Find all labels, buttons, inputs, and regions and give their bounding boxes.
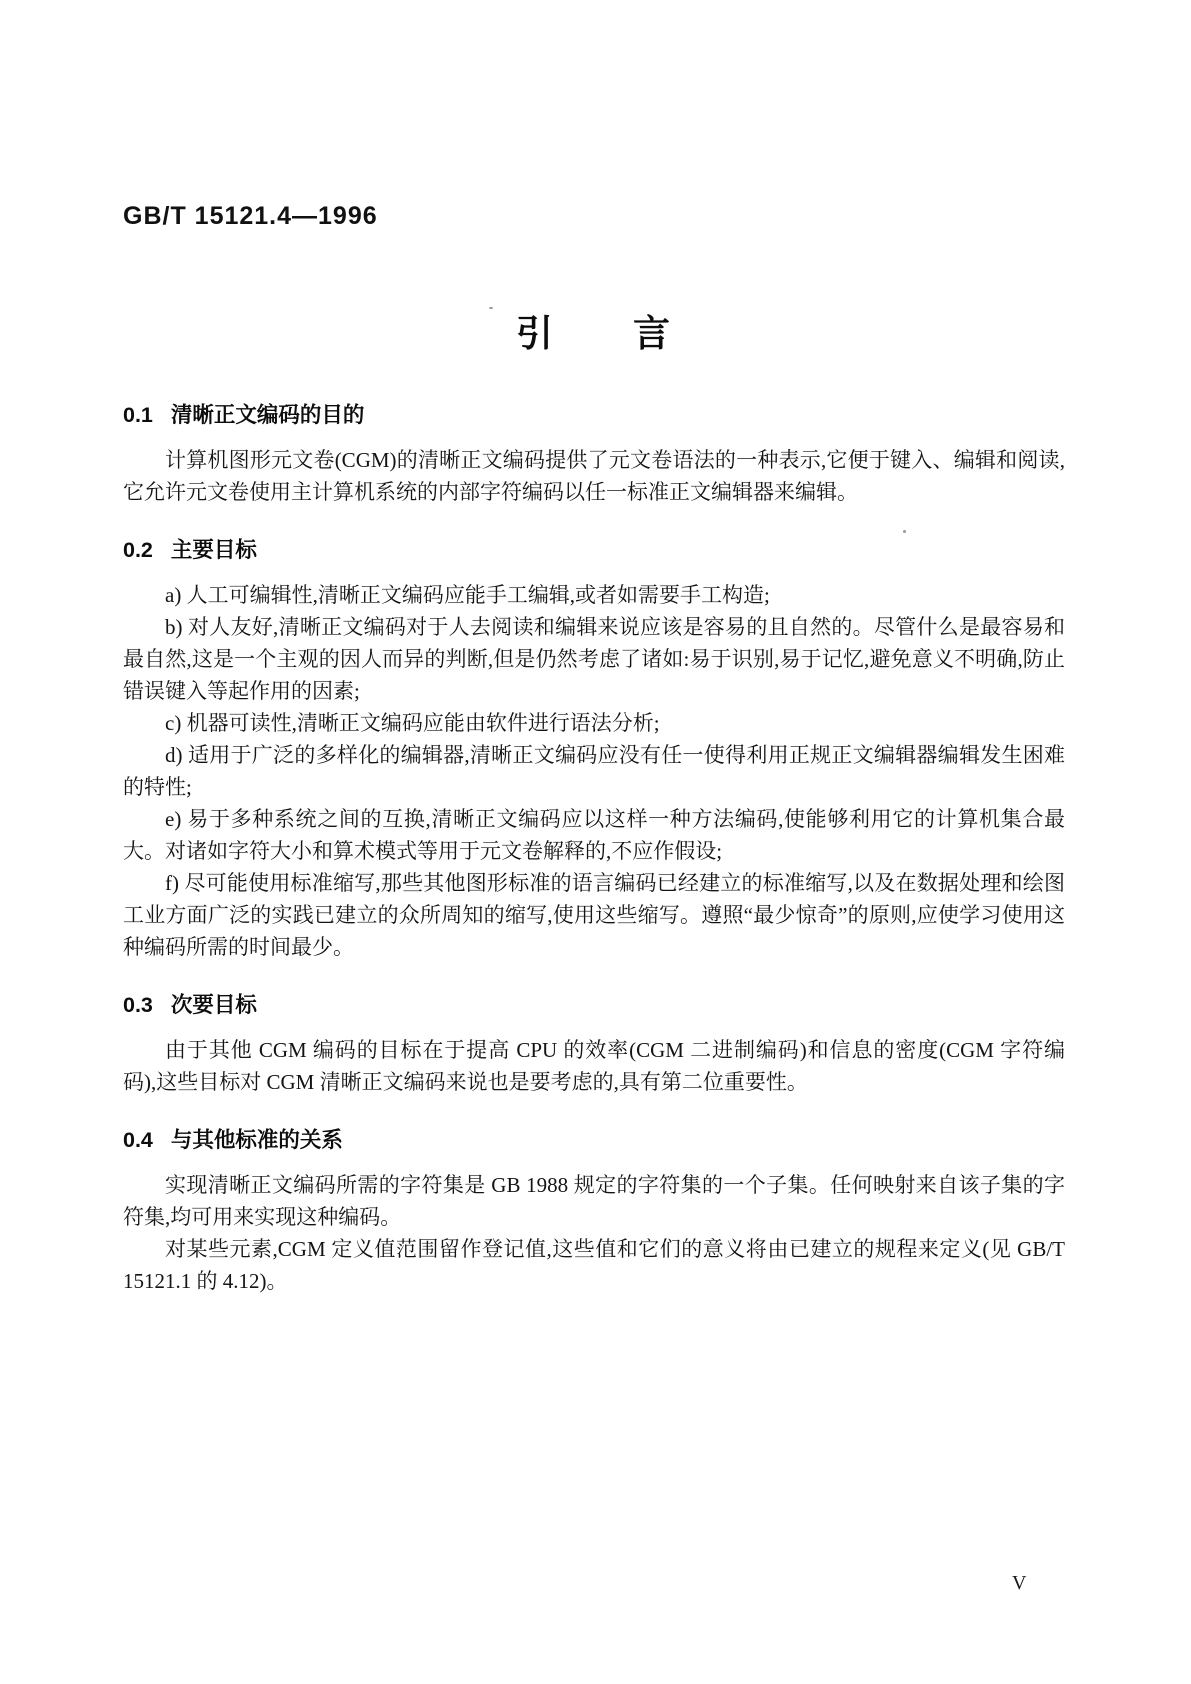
section-heading-text: 次要目标 — [170, 993, 257, 1017]
section-number: 0.4 — [123, 1128, 153, 1152]
section-0-1-heading — [123, 399, 1065, 431]
list-item-a: a) 人工可编辑性,清晰正文编码应能手工编辑,或者如需要手工构造; — [165, 583, 770, 607]
page-content — [123, 0, 1065, 1297]
section-0-1 — [123, 399, 1065, 508]
section-heading-text: 与其他标准的关系 — [170, 1128, 343, 1152]
paragraph: 计算机图形元文卷(CGM)的清晰正文编码提供了元文卷语法的一种表示,它便于键入、编辑和阅读,它允许元文卷使用主计算机系统的内部字符编码以任一标准正文编辑器来编辑。 — [123, 448, 1065, 504]
page-title: 引 言 — [516, 313, 672, 354]
section-heading-text: 主要目标 — [170, 538, 257, 562]
paragraph: 对某些元素,CGM 定义值范围留作登记值,这些值和它们的意义将由已建立的规程来定义(见 GB/T 15121.1 的 4.12)。 — [123, 1237, 1065, 1293]
list-item-c: c) 机器可读性,清晰正文编码应能由软件进行语法分析; — [165, 711, 660, 735]
section-0-2 — [123, 534, 1065, 963]
section-number: 0.2 — [123, 538, 153, 562]
section-0-3 — [123, 989, 1065, 1098]
section-number: 0.3 — [123, 993, 153, 1017]
list-item-b: b) 对人友好,清晰正文编码对于人去阅读和编辑来说应该是容易的且自然的。尽管什么是最容易和最自然,这是一个主观的因人而异的判断,但是仍然考虑了诸如:易于识别,易于记忆,避免意义不明确,防止错误键入等起作用的因素; — [123, 615, 1065, 703]
section-number: 0.1 — [123, 403, 153, 427]
scan-speck — [903, 530, 906, 533]
standard-number: GB/T 15121.4—1996 — [123, 202, 378, 230]
section-0-4-heading — [123, 1124, 1065, 1156]
paragraph: 由于其他 CGM 编码的目标在于提高 CPU 的效率(CGM 二进制编码)和信息的密度(CGM 字符编码),这些目标对 CGM 清晰正文编码来说也是要考虑的,具有第二位重要性。 — [123, 1038, 1065, 1094]
section-0-3-heading — [123, 989, 1065, 1021]
page-number: V — [1012, 1572, 1027, 1594]
section-0-2-heading — [123, 534, 1065, 566]
paragraph: 实现清晰正文编码所需的字符集是 GB 1988 规定的字符集的一个子集。任何映射来自该子集的字符集,均可用来实现这种编码。 — [123, 1173, 1065, 1229]
scan-speck — [489, 307, 493, 309]
list-item-f: f) 尽可能使用标准缩写,那些其他图形标准的语言编码已经建立的标准缩写,以及在数据处理和绘图工业方面广泛的实践已建立的众所周知的缩写,使用这些缩写。遵照“最少惊奇”的原则,应使学习使用这种编码所需的时间最少。 — [123, 871, 1065, 959]
section-0-4 — [123, 1124, 1065, 1297]
list-item-e: e) 易于多种系统之间的互换,清晰正文编码应以这样一种方法编码,使能够利用它的计算机集合最大。对诸如字符大小和算术模式等用于元文卷解释的,不应作假设; — [123, 807, 1065, 863]
list-item-d: d) 适用于广泛的多样化的编辑器,清晰正文编码应没有任一使得利用正规正文编辑器编辑发生困难的特性; — [123, 743, 1065, 799]
section-heading-text: 清晰正文编码的目的 — [170, 403, 365, 427]
